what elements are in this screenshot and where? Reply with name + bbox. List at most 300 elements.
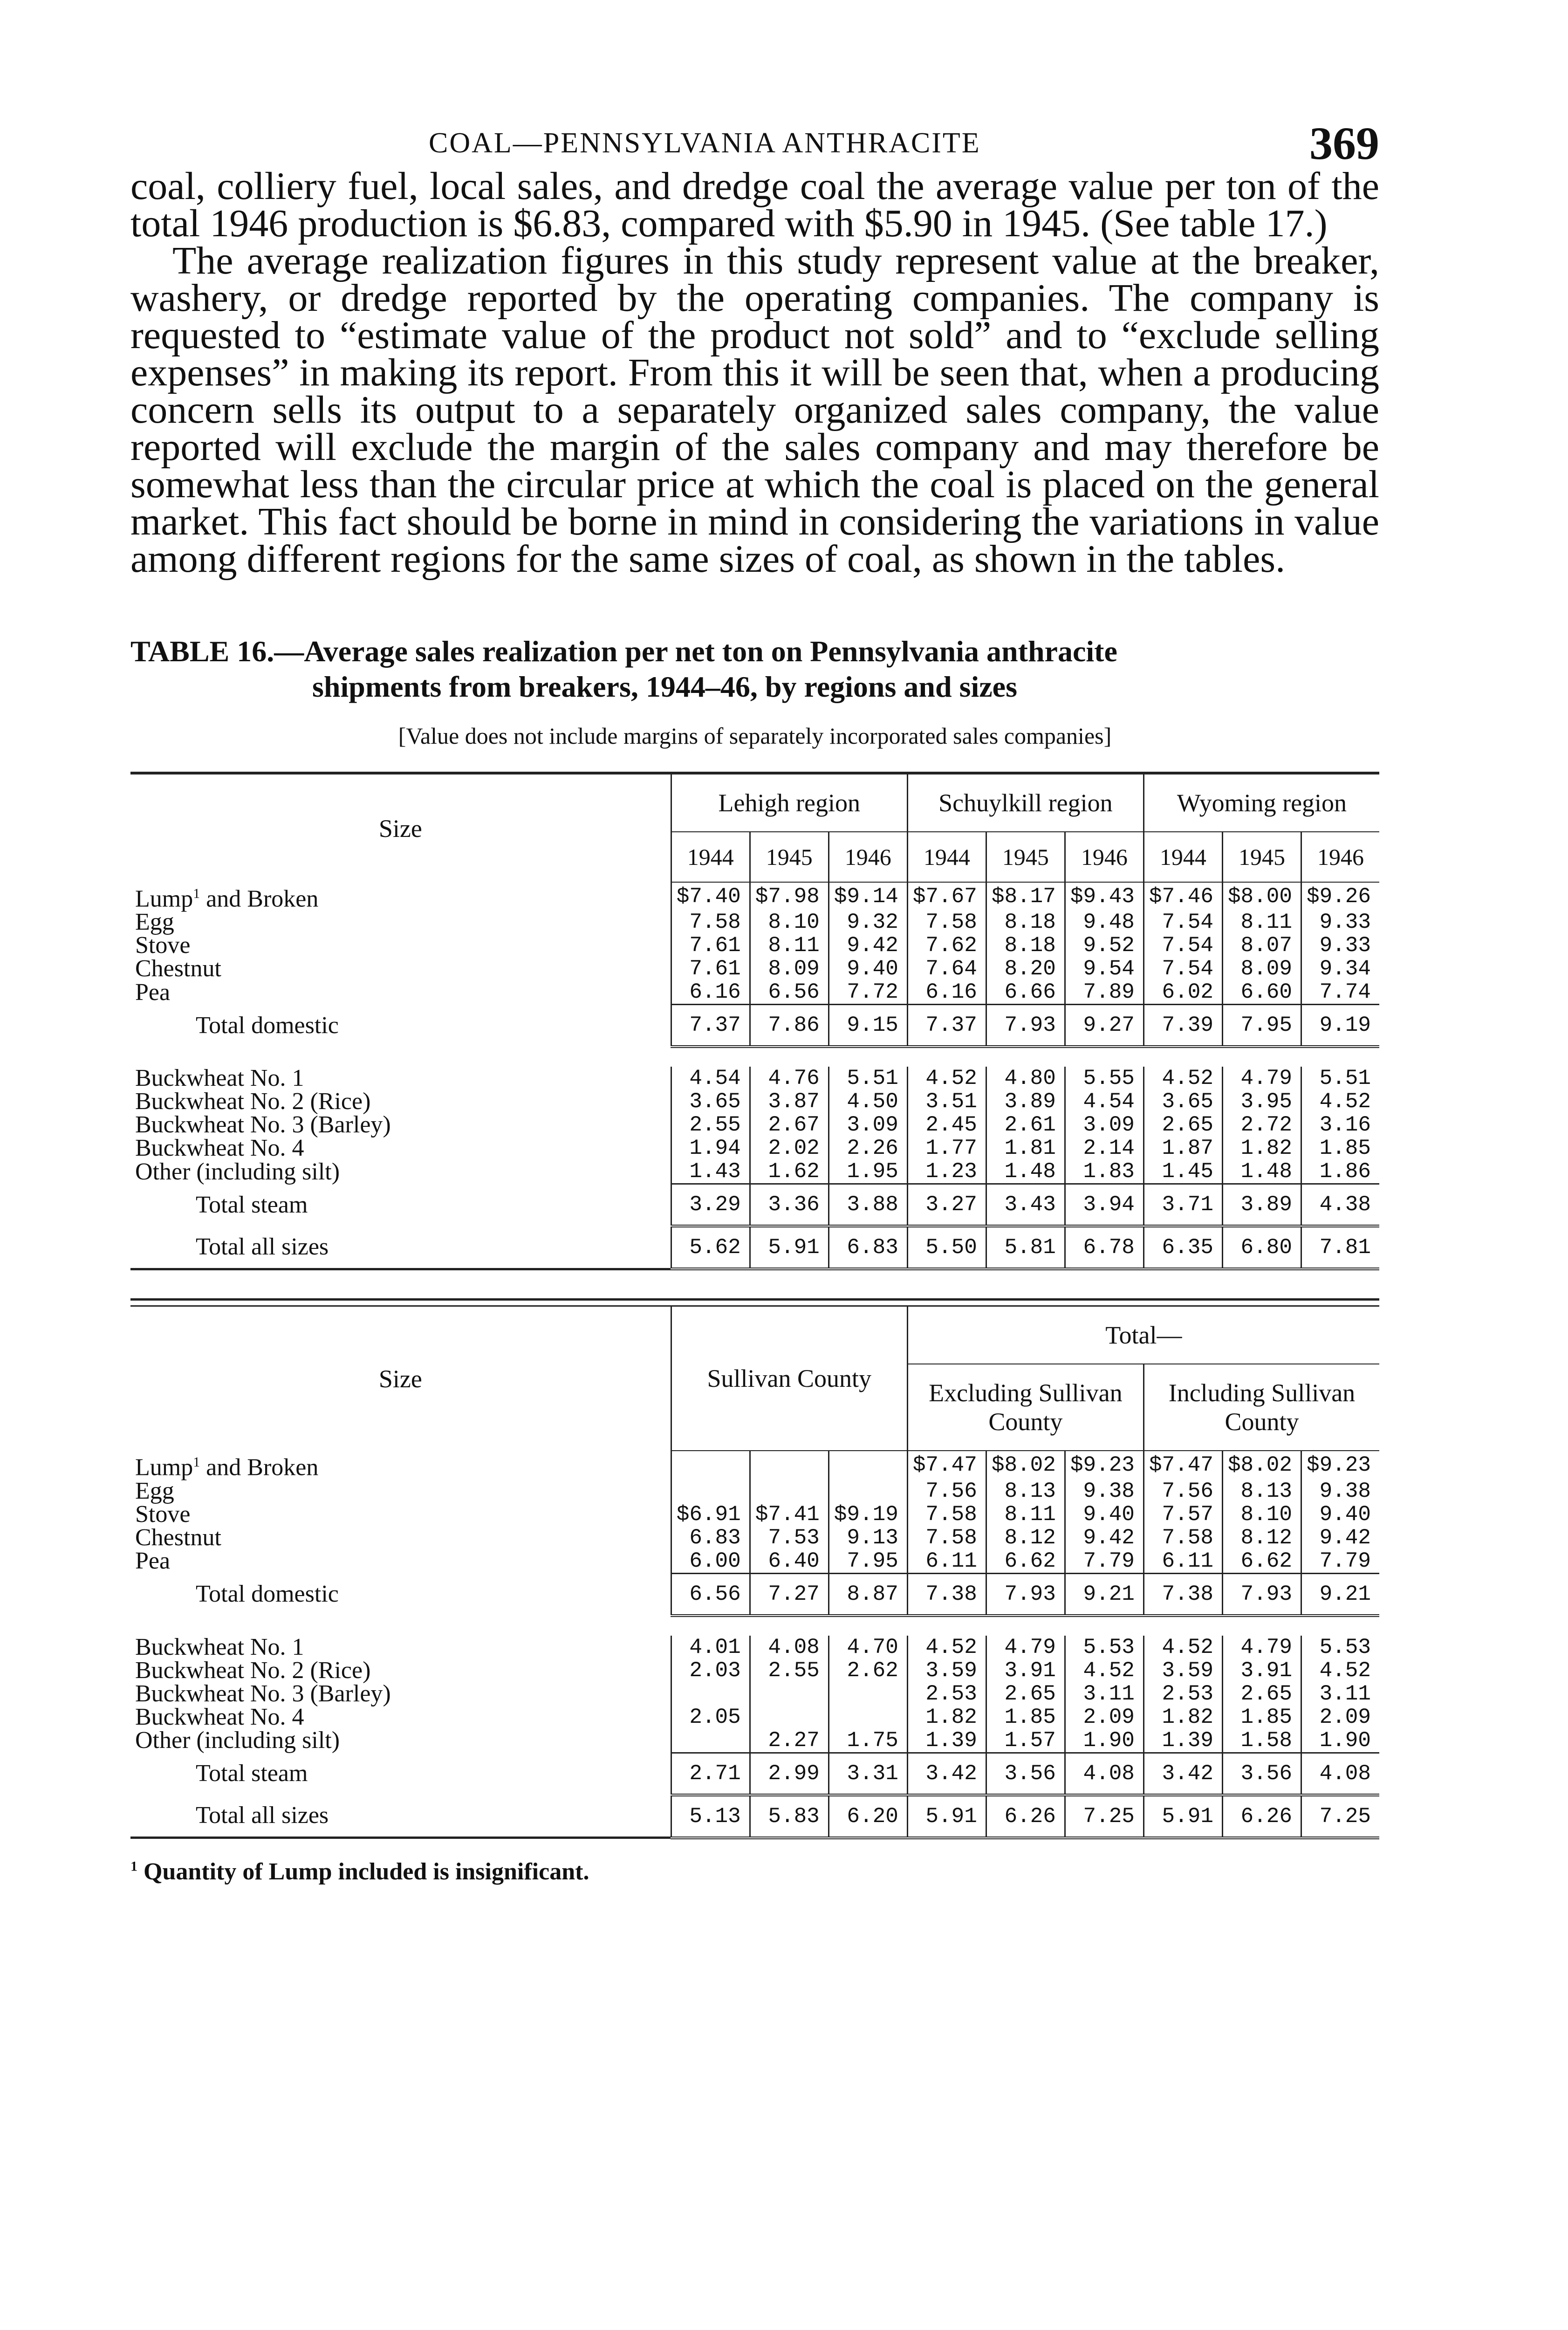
table-cell: 8.12 bbox=[1222, 1526, 1301, 1549]
row-label: Other (including silt) bbox=[135, 1727, 340, 1754]
table-row bbox=[130, 1659, 1379, 1682]
row-label: Chestnut bbox=[135, 1524, 221, 1551]
table-part-1 bbox=[130, 772, 1379, 1270]
table-row bbox=[130, 1729, 1379, 1753]
table-cell: 7.53 bbox=[750, 1526, 829, 1549]
table-cell: 7.58 bbox=[671, 911, 750, 934]
table-cell: $7.47 bbox=[1143, 1451, 1222, 1479]
row-label: Total steam bbox=[196, 1760, 308, 1787]
table-cell: 2.61 bbox=[986, 1113, 1065, 1137]
table-row bbox=[130, 980, 1379, 1005]
table-row bbox=[130, 1137, 1379, 1160]
table-cell: 8.11 bbox=[1222, 911, 1301, 934]
table-cell: 8.18 bbox=[986, 911, 1065, 934]
table-cell: 7.57 bbox=[1143, 1503, 1222, 1526]
row-label: Buckwheat No. 2 (Rice) bbox=[135, 1088, 371, 1115]
table-row bbox=[130, 1636, 1379, 1659]
row-label: Buckwheat No. 4 bbox=[135, 1703, 304, 1730]
table-cell: 2.53 bbox=[907, 1682, 986, 1706]
row-label: Lump$^1$ and Broken bbox=[135, 885, 319, 912]
size-header: Size bbox=[130, 773, 671, 882]
table-cell: 7.25 bbox=[1301, 1795, 1379, 1838]
table-cell: 6.83 bbox=[671, 1526, 750, 1549]
table-cell: 9.33 bbox=[1301, 911, 1379, 934]
table-cell: 7.56 bbox=[907, 1480, 986, 1503]
table-cell: 7.58 bbox=[907, 1503, 986, 1526]
table-cell: 7.37 bbox=[907, 1005, 986, 1047]
table-row bbox=[130, 1753, 1379, 1795]
table-cell: 3.87 bbox=[750, 1090, 829, 1113]
table-cell: 7.54 bbox=[1143, 911, 1222, 934]
table-cell: 7.61 bbox=[671, 934, 750, 957]
table-cell: 3.09 bbox=[829, 1113, 907, 1137]
table-cell: 6.78 bbox=[1065, 1226, 1143, 1269]
table-cell: 1.77 bbox=[907, 1137, 986, 1160]
table-cell: 7.54 bbox=[1143, 934, 1222, 957]
table-cell: 3.56 bbox=[986, 1753, 1065, 1795]
table-cell: 6.11 bbox=[907, 1549, 986, 1574]
table-cell: 8.07 bbox=[1222, 934, 1301, 957]
table-cell: 2.26 bbox=[829, 1137, 907, 1160]
table-cell: 2.53 bbox=[1143, 1682, 1222, 1706]
table-cell: 3.88 bbox=[829, 1184, 907, 1227]
table-cell: $9.23 bbox=[1065, 1451, 1143, 1479]
year-header: 1946 bbox=[829, 832, 907, 882]
table-cell: 9.42 bbox=[1301, 1526, 1379, 1549]
table-cell: $8.02 bbox=[986, 1451, 1065, 1479]
table-cell: 8.10 bbox=[1222, 1503, 1301, 1526]
table-row bbox=[130, 957, 1379, 980]
table-cell: 9.52 bbox=[1065, 934, 1143, 957]
row-label: Total steam bbox=[196, 1192, 308, 1219]
table-cell: 3.59 bbox=[1143, 1659, 1222, 1682]
table-cell: 9.42 bbox=[829, 934, 907, 957]
table-row bbox=[130, 1184, 1379, 1227]
table-cell: 9.38 bbox=[1065, 1480, 1143, 1503]
table-cell: 1.57 bbox=[986, 1729, 1065, 1753]
row-label: Total all sizes bbox=[130, 1226, 671, 1269]
year-header: 1946 bbox=[1065, 832, 1143, 882]
table-cell: 4.01 bbox=[671, 1636, 750, 1659]
table-cell: 2.03 bbox=[671, 1659, 750, 1682]
table-cell: 2.55 bbox=[671, 1113, 750, 1137]
table-cell: 3.31 bbox=[829, 1753, 907, 1795]
table-cell: 3.11 bbox=[1065, 1682, 1143, 1706]
table-cell: 6.16 bbox=[671, 980, 750, 1005]
table-cell: 3.36 bbox=[750, 1184, 829, 1227]
table-cell: 3.16 bbox=[1301, 1113, 1379, 1137]
table-cell: 6.11 bbox=[1143, 1549, 1222, 1574]
table-cell: 2.14 bbox=[1065, 1137, 1143, 1160]
table-row bbox=[130, 1682, 1379, 1706]
table-cell: 7.72 bbox=[829, 980, 907, 1005]
table-cell: 1.85 bbox=[986, 1706, 1065, 1729]
table-cell: 9.21 bbox=[1301, 1573, 1379, 1616]
page bbox=[130, 116, 1379, 1885]
table-cell: $9.23 bbox=[1301, 1451, 1379, 1479]
table-cell: 5.83 bbox=[750, 1795, 829, 1838]
table-cell: 7.37 bbox=[671, 1005, 750, 1047]
table-cell: 8.12 bbox=[986, 1526, 1065, 1549]
table-cell: 7.89 bbox=[1065, 980, 1143, 1005]
table-cell: 6.00 bbox=[671, 1549, 750, 1574]
table-cell: 5.91 bbox=[750, 1226, 829, 1269]
table-cell: 2.09 bbox=[1065, 1706, 1143, 1729]
table-row bbox=[130, 911, 1379, 934]
table-row bbox=[130, 1226, 1379, 1269]
table-cell: 3.65 bbox=[671, 1090, 750, 1113]
table-cell: 4.52 bbox=[1143, 1067, 1222, 1090]
row-label: Stove bbox=[135, 1501, 191, 1528]
table-cell: 6.20 bbox=[829, 1795, 907, 1838]
row-label: Egg bbox=[135, 1477, 174, 1504]
table-cell: 7.38 bbox=[907, 1573, 986, 1616]
table-cell: 3.27 bbox=[907, 1184, 986, 1227]
row-label: Buckwheat No. 2 (Rice) bbox=[135, 1657, 371, 1684]
table-cell: 1.62 bbox=[750, 1160, 829, 1184]
sullivan-county-header: Sullivan County bbox=[671, 1307, 907, 1451]
table-cell: 3.71 bbox=[1143, 1184, 1222, 1227]
year-header: 1944 bbox=[1143, 832, 1222, 882]
table-cell: 9.15 bbox=[829, 1005, 907, 1047]
table-cell: 3.51 bbox=[907, 1090, 986, 1113]
row-label: Buckwheat No. 1 bbox=[135, 1633, 304, 1660]
table-cell: 6.16 bbox=[907, 980, 986, 1005]
table-cell: 2.02 bbox=[750, 1137, 829, 1160]
table-cell: 3.91 bbox=[986, 1659, 1065, 1682]
row-label: Total all sizes bbox=[130, 1795, 671, 1838]
table-cell: 1.58 bbox=[1222, 1729, 1301, 1753]
table-row bbox=[130, 1795, 1379, 1838]
table-cell: 9.32 bbox=[829, 911, 907, 934]
wyoming-region-header: Wyoming region bbox=[1143, 773, 1379, 832]
table-cell: 9.38 bbox=[1301, 1480, 1379, 1503]
year-header: 1945 bbox=[750, 832, 829, 882]
table-cell: 1.45 bbox=[1143, 1160, 1222, 1184]
table-cell: $9.19 bbox=[829, 1503, 907, 1526]
table-cell: 4.79 bbox=[1222, 1067, 1301, 1090]
table-cell: $7.67 bbox=[907, 882, 986, 911]
table-cell: 9.21 bbox=[1065, 1573, 1143, 1616]
table-cell: 7.74 bbox=[1301, 980, 1379, 1005]
table-cell: 2.65 bbox=[986, 1682, 1065, 1706]
table-cell: 4.08 bbox=[1065, 1753, 1143, 1795]
table-cell: 9.27 bbox=[1065, 1005, 1143, 1047]
row-label: Lump$^1$ and Broken bbox=[135, 1454, 319, 1481]
table-caption-line2: shipments from breakers, 1944–46, by regions and sizes bbox=[312, 670, 1017, 703]
table-cell: 5.51 bbox=[1301, 1067, 1379, 1090]
year-header: 1945 bbox=[1222, 832, 1301, 882]
table-cell: 7.62 bbox=[907, 934, 986, 957]
table-cell: 5.55 bbox=[1065, 1067, 1143, 1090]
table-cell bbox=[671, 1682, 750, 1706]
table-row bbox=[130, 1480, 1379, 1503]
table-cell: 5.91 bbox=[1143, 1795, 1222, 1838]
table-cell: 7.25 bbox=[1065, 1795, 1143, 1838]
table-cell: 4.38 bbox=[1301, 1184, 1379, 1227]
table-cell: 7.56 bbox=[1143, 1480, 1222, 1503]
table-cell: 7.93 bbox=[986, 1573, 1065, 1616]
table-cell: 9.40 bbox=[1301, 1503, 1379, 1526]
table-caption-label: TABLE 16. bbox=[130, 635, 274, 668]
table-cell: 8.87 bbox=[829, 1573, 907, 1616]
table-cell: 8.11 bbox=[986, 1503, 1065, 1526]
table-cell: 1.83 bbox=[1065, 1160, 1143, 1184]
table-cell: 4.80 bbox=[986, 1067, 1065, 1090]
table-cell: 4.79 bbox=[1222, 1636, 1301, 1659]
footnote-mark: 1 bbox=[130, 1858, 137, 1874]
table-cell: 4.54 bbox=[1065, 1090, 1143, 1113]
table-row bbox=[130, 1005, 1379, 1047]
row-label: Pea bbox=[135, 1548, 171, 1575]
table-part-2 bbox=[130, 1307, 1379, 1839]
table-cell: $8.17 bbox=[986, 882, 1065, 911]
table-cell: 1.75 bbox=[829, 1729, 907, 1753]
table-cell: 5.13 bbox=[671, 1795, 750, 1838]
table-cell bbox=[750, 1451, 829, 1479]
header-title: COAL—PENNSYLVANIA ANTHRACITE bbox=[429, 127, 981, 159]
including-sullivan-header: Including Sullivan County bbox=[1143, 1364, 1379, 1451]
table-cell: 2.62 bbox=[829, 1659, 907, 1682]
table-cell: 2.65 bbox=[1143, 1113, 1222, 1137]
table-cell: 1.48 bbox=[986, 1160, 1065, 1184]
table-cell: 3.42 bbox=[1143, 1753, 1222, 1795]
table-cell: 5.53 bbox=[1301, 1636, 1379, 1659]
table-cell: 4.70 bbox=[829, 1636, 907, 1659]
table-cell: $9.26 bbox=[1301, 882, 1379, 911]
size-header: Size bbox=[378, 1364, 422, 1393]
table-cell: 3.95 bbox=[1222, 1090, 1301, 1113]
table-cell: 7.58 bbox=[1143, 1526, 1222, 1549]
table-cell: $7.41 bbox=[750, 1503, 829, 1526]
table-cell: 3.59 bbox=[907, 1659, 986, 1682]
table-row bbox=[130, 1503, 1379, 1526]
table-cell: 6.66 bbox=[986, 980, 1065, 1005]
table-cell: 2.27 bbox=[750, 1729, 829, 1753]
table-cell: 1.81 bbox=[986, 1137, 1065, 1160]
table-cell: 4.52 bbox=[1301, 1090, 1379, 1113]
table-cell: 1.94 bbox=[671, 1137, 750, 1160]
table-cell: 7.81 bbox=[1301, 1226, 1379, 1269]
row-label: Buckwheat No. 3 (Barley) bbox=[135, 1111, 391, 1138]
table-cell bbox=[750, 1480, 829, 1503]
table-row bbox=[130, 1451, 1379, 1479]
table-cell: 9.19 bbox=[1301, 1005, 1379, 1047]
table-cell: 4.52 bbox=[1065, 1659, 1143, 1682]
table-cell: 4.08 bbox=[750, 1636, 829, 1659]
table-cell: 3.42 bbox=[907, 1753, 986, 1795]
table-cell: 1.86 bbox=[1301, 1160, 1379, 1184]
table-cell: 3.94 bbox=[1065, 1184, 1143, 1227]
table-cell: 1.82 bbox=[1222, 1137, 1301, 1160]
table-cell: 4.50 bbox=[829, 1090, 907, 1113]
table-cell: 1.82 bbox=[907, 1706, 986, 1729]
table-cell: 6.62 bbox=[986, 1549, 1065, 1574]
table-cell bbox=[671, 1451, 750, 1479]
table-cell: 8.09 bbox=[1222, 957, 1301, 980]
table-cell: 3.11 bbox=[1301, 1682, 1379, 1706]
table-row bbox=[130, 1549, 1379, 1574]
table-cell bbox=[750, 1706, 829, 1729]
table-cell: 6.80 bbox=[1222, 1226, 1301, 1269]
table-cell: 9.42 bbox=[1065, 1526, 1143, 1549]
table-cell: 1.43 bbox=[671, 1160, 750, 1184]
table-cell: 2.45 bbox=[907, 1113, 986, 1137]
row-label: Buckwheat No. 3 (Barley) bbox=[135, 1680, 391, 1707]
total-header: Total— bbox=[907, 1307, 1379, 1364]
table-cell: 1.95 bbox=[829, 1160, 907, 1184]
table-cell: 6.40 bbox=[750, 1549, 829, 1574]
table-cell: 8.13 bbox=[1222, 1480, 1301, 1503]
table-cell: 1.90 bbox=[1301, 1729, 1379, 1753]
row-label: Stove bbox=[135, 932, 191, 959]
row-label: Chestnut bbox=[135, 955, 221, 982]
running-header bbox=[130, 116, 1379, 168]
paragraph-2: The average realization figures in this study represent value at the breaker, washery, or dredge reported by the operating companies. The company is requested to “estimate value of the product not sold” and to “exclude selling expenses” in making its report. From this it will be seen that, when a producing concern sells its output to a separately organized sales company, the value reported will exclude the margin of the sales company and may therefore be somewhat less than the circular price at which the coal is placed on the general market. This fact should be borne in mind in considering the variations in value among different regions for the same sizes of coal, as shown in the tables. bbox=[130, 239, 1379, 581]
table-cell: $9.14 bbox=[829, 882, 907, 911]
footnote-text: Quantity of Lump included is insignificant. bbox=[144, 1858, 589, 1885]
table-cell: $7.46 bbox=[1143, 882, 1222, 911]
table-cell: 7.58 bbox=[907, 911, 986, 934]
table-cell: 2.09 bbox=[1301, 1706, 1379, 1729]
schuylkill-region-header: Schuylkill region bbox=[907, 773, 1143, 832]
table-cell: 1.85 bbox=[1222, 1706, 1301, 1729]
row-label: Total domestic bbox=[196, 1581, 339, 1608]
table-cell: 7.79 bbox=[1301, 1549, 1379, 1574]
table-cell: 8.11 bbox=[750, 934, 829, 957]
table-cell: 4.52 bbox=[907, 1067, 986, 1090]
table-cell: 6.02 bbox=[1143, 980, 1222, 1005]
table-cell: 7.64 bbox=[907, 957, 986, 980]
table-cell: 3.91 bbox=[1222, 1659, 1301, 1682]
table-cell: 2.72 bbox=[1222, 1113, 1301, 1137]
footnote-ref: 1 bbox=[193, 1454, 200, 1470]
year-header: 1944 bbox=[671, 832, 750, 882]
table-cell: 5.51 bbox=[829, 1067, 907, 1090]
table-row bbox=[130, 882, 1379, 911]
row-label: Total domestic bbox=[196, 1012, 339, 1039]
table-cell: 2.55 bbox=[750, 1659, 829, 1682]
table-row bbox=[130, 1090, 1379, 1113]
table-row bbox=[130, 1573, 1379, 1616]
year-header: 1946 bbox=[1301, 832, 1379, 882]
table-cell: 9.40 bbox=[1065, 1503, 1143, 1526]
row-label: Pea bbox=[135, 979, 171, 1006]
table-cell: 6.56 bbox=[750, 980, 829, 1005]
table-cell: $8.02 bbox=[1222, 1451, 1301, 1479]
table-cell: 1.48 bbox=[1222, 1160, 1301, 1184]
table-cell: 7.38 bbox=[1143, 1573, 1222, 1616]
table-cell: 3.09 bbox=[1065, 1113, 1143, 1137]
table-cell: 4.52 bbox=[907, 1636, 986, 1659]
table-cell: 7.58 bbox=[907, 1526, 986, 1549]
lehigh-region-header: Lehigh region bbox=[671, 773, 907, 832]
table-cell: 7.93 bbox=[986, 1005, 1065, 1047]
table-cell: 3.89 bbox=[986, 1090, 1065, 1113]
table-cell: 8.13 bbox=[986, 1480, 1065, 1503]
table-cell: 2.71 bbox=[671, 1753, 750, 1795]
table-cell: $7.47 bbox=[907, 1451, 986, 1479]
table-cell bbox=[829, 1682, 907, 1706]
footnote-ref: 1 bbox=[193, 886, 200, 901]
table-cell bbox=[671, 1729, 750, 1753]
year-header: 1944 bbox=[907, 832, 986, 882]
table-cell: $7.98 bbox=[750, 882, 829, 911]
table-cell: 9.34 bbox=[1301, 957, 1379, 980]
table-cell bbox=[829, 1480, 907, 1503]
table-cell: 4.08 bbox=[1301, 1753, 1379, 1795]
table-cell: 9.48 bbox=[1065, 911, 1143, 934]
table-cell: 3.43 bbox=[986, 1184, 1065, 1227]
table-cell: 6.56 bbox=[671, 1573, 750, 1616]
table-part-2-body bbox=[130, 1451, 1379, 1837]
table-cell: 7.27 bbox=[750, 1573, 829, 1616]
page-number: 369 bbox=[1309, 117, 1379, 169]
year-header: 1945 bbox=[986, 832, 1065, 882]
table-cell: 6.35 bbox=[1143, 1226, 1222, 1269]
table-cell bbox=[829, 1706, 907, 1729]
table-cell: 4.52 bbox=[1143, 1636, 1222, 1659]
table-cell: 5.91 bbox=[907, 1795, 986, 1838]
table-cell bbox=[671, 1480, 750, 1503]
table-cell: 7.39 bbox=[1143, 1005, 1222, 1047]
table-separator bbox=[130, 1298, 1379, 1307]
row-label: Egg bbox=[135, 909, 174, 936]
table-cell: 9.33 bbox=[1301, 934, 1379, 957]
table-row bbox=[130, 934, 1379, 957]
table-cell: $9.43 bbox=[1065, 882, 1143, 911]
row-label: Other (including silt) bbox=[135, 1158, 340, 1186]
table-cell: 7.86 bbox=[750, 1005, 829, 1047]
footnote bbox=[130, 1858, 1379, 1885]
table-cell: 7.93 bbox=[1222, 1573, 1301, 1616]
table-cell: 9.54 bbox=[1065, 957, 1143, 980]
table-cell: 5.81 bbox=[986, 1226, 1065, 1269]
table-cell: 8.09 bbox=[750, 957, 829, 980]
table-cell: 9.13 bbox=[829, 1526, 907, 1549]
table-cell: 9.40 bbox=[829, 957, 907, 980]
table-cell bbox=[829, 1451, 907, 1479]
table-cell: 3.29 bbox=[671, 1184, 750, 1227]
row-label: Buckwheat No. 1 bbox=[135, 1065, 304, 1092]
paragraph-1: coal, colliery fuel, local sales, and dredge coal the average value per ton of the total 1946 production is $6.83, compared with $5.90 in 1945. (See table 17.) bbox=[130, 164, 1379, 245]
table-cell: 4.54 bbox=[671, 1067, 750, 1090]
table-cell: 4.52 bbox=[1301, 1659, 1379, 1682]
table-cell: 1.39 bbox=[1143, 1729, 1222, 1753]
table-cell: 6.26 bbox=[1222, 1795, 1301, 1838]
table-cell: 4.79 bbox=[986, 1636, 1065, 1659]
table-cell: 1.39 bbox=[907, 1729, 986, 1753]
table-caption bbox=[130, 634, 1379, 705]
table-cell: 7.95 bbox=[1222, 1005, 1301, 1047]
table-row bbox=[130, 1160, 1379, 1184]
table-cell: $7.40 bbox=[671, 882, 750, 911]
table-cell: 7.61 bbox=[671, 957, 750, 980]
table-cell: 8.18 bbox=[986, 934, 1065, 957]
table-cell: 1.87 bbox=[1143, 1137, 1222, 1160]
table-cell: 2.67 bbox=[750, 1113, 829, 1137]
table-cell: $6.91 bbox=[671, 1503, 750, 1526]
table-cell: 1.85 bbox=[1301, 1137, 1379, 1160]
table-row bbox=[130, 1067, 1379, 1090]
table-cell bbox=[750, 1682, 829, 1706]
excluding-sullivan-header: Excluding Sullivan County bbox=[907, 1364, 1143, 1451]
table-cell: 7.79 bbox=[1065, 1549, 1143, 1574]
table-cell: 4.76 bbox=[750, 1067, 829, 1090]
table-cell: 5.62 bbox=[671, 1226, 750, 1269]
table-cell: 3.65 bbox=[1143, 1090, 1222, 1113]
table-cell: 6.60 bbox=[1222, 980, 1301, 1005]
